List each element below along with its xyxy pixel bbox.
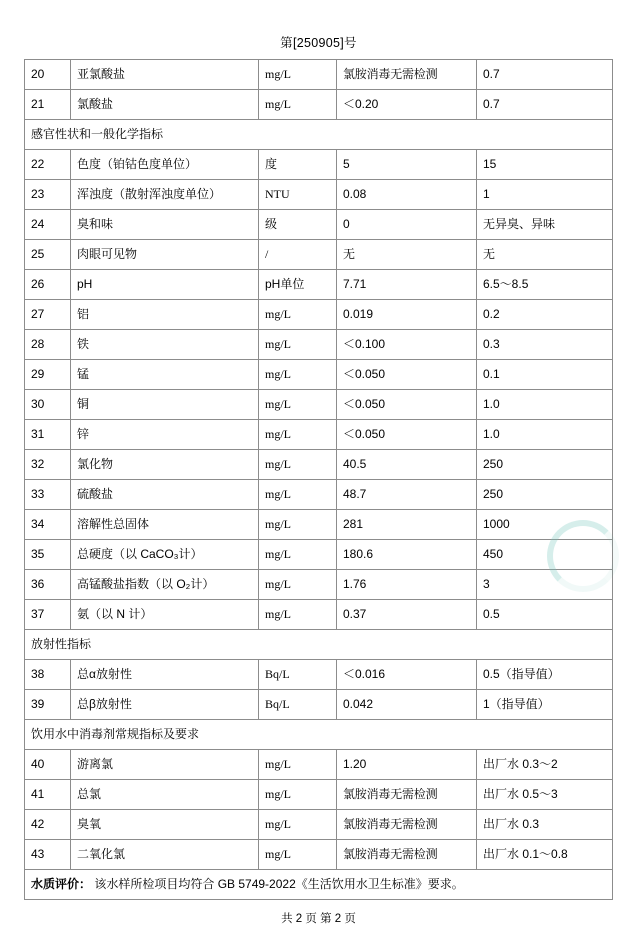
cell-item-name: 硫酸盐 — [71, 480, 259, 510]
cell-unit: mg/L — [259, 60, 337, 90]
cell-standard: 0.5 — [477, 600, 613, 630]
cell-index: 43 — [25, 840, 71, 870]
table-row — [25, 480, 613, 510]
cell-unit: mg/L — [259, 570, 337, 600]
page-footer: 共 2 页 第 2 页 — [281, 913, 356, 925]
cell-index: 33 — [25, 480, 71, 510]
section-title: 感官性状和一般化学指标 — [25, 120, 613, 150]
cell-standard: 无异臭、异味 — [477, 210, 613, 240]
cell-result: 7.71 — [337, 270, 477, 300]
cell-unit: mg/L — [259, 510, 337, 540]
cell-result: 0.37 — [337, 600, 477, 630]
cell-item-name: 高锰酸盐指数（以 O₂计） — [71, 570, 259, 600]
table-row — [25, 210, 613, 240]
cell-standard: 15 — [477, 150, 613, 180]
cell-index: 31 — [25, 420, 71, 450]
cell-standard: 无 — [477, 240, 613, 270]
table-row — [25, 390, 613, 420]
cell-standard: 450 — [477, 540, 613, 570]
cell-index: 28 — [25, 330, 71, 360]
table-row — [25, 660, 613, 690]
cell-result: 40.5 — [337, 450, 477, 480]
table-row — [25, 810, 613, 840]
cell-index: 25 — [25, 240, 71, 270]
cell-unit: 度 — [259, 150, 337, 180]
table-row — [25, 840, 613, 870]
cell-unit: 级 — [259, 210, 337, 240]
cell-unit: / — [259, 240, 337, 270]
table-row — [25, 420, 613, 450]
cell-standard: 1.0 — [477, 390, 613, 420]
table-row — [25, 690, 613, 720]
cell-index: 24 — [25, 210, 71, 240]
cell-standard: 0.7 — [477, 60, 613, 90]
cell-item-name: 总硬度（以 CaCO₃计） — [71, 540, 259, 570]
cell-index: 22 — [25, 150, 71, 180]
cell-result: ＜0.050 — [337, 420, 477, 450]
cell-index: 39 — [25, 690, 71, 720]
cell-item-name: 肉眼可见物 — [71, 240, 259, 270]
cell-unit: mg/L — [259, 450, 337, 480]
cell-standard: 250 — [477, 480, 613, 510]
table-row — [25, 450, 613, 480]
cell-unit: mg/L — [259, 480, 337, 510]
cell-result: ＜0.050 — [337, 390, 477, 420]
table-row — [25, 240, 613, 270]
table-section-row — [25, 720, 613, 750]
cell-item-name: 溶解性总固体 — [71, 510, 259, 540]
cell-item-name: 氯酸盐 — [71, 90, 259, 120]
cell-unit: pH单位 — [259, 270, 337, 300]
cell-index: 20 — [25, 60, 71, 90]
cell-standard: 0.1 — [477, 360, 613, 390]
cell-standard: 出厂水 0.5～3 — [477, 780, 613, 810]
section-title: 饮用水中消毒剂常规指标及要求 — [25, 720, 613, 750]
cell-result: 0.08 — [337, 180, 477, 210]
cell-unit: mg/L — [259, 390, 337, 420]
cell-result: ＜0.100 — [337, 330, 477, 360]
cell-standard: 1.0 — [477, 420, 613, 450]
cell-standard: 出厂水 0.3 — [477, 810, 613, 840]
cell-item-name: pH — [71, 270, 259, 300]
cell-unit: mg/L — [259, 780, 337, 810]
evaluation-label: 水质评价： — [31, 877, 92, 892]
table-row — [25, 600, 613, 630]
cell-standard: 1000 — [477, 510, 613, 540]
cell-index: 36 — [25, 570, 71, 600]
cell-standard: 出厂水 0.1～0.8 — [477, 840, 613, 870]
cell-index: 32 — [25, 450, 71, 480]
cell-result: 5 — [337, 150, 477, 180]
cell-standard: 0.2 — [477, 300, 613, 330]
table-section-row — [25, 120, 613, 150]
cell-item-name: 铝 — [71, 300, 259, 330]
cell-item-name: 臭氧 — [71, 810, 259, 840]
cell-item-name: 铁 — [71, 330, 259, 360]
cell-standard: 0.5（指导值） — [477, 660, 613, 690]
cell-unit: NTU — [259, 180, 337, 210]
evaluation-row — [25, 870, 613, 900]
table-row — [25, 270, 613, 300]
report-number: 第[250905]号 — [280, 36, 357, 50]
cell-index: 35 — [25, 540, 71, 570]
cell-index: 23 — [25, 180, 71, 210]
cell-result: 0 — [337, 210, 477, 240]
cell-result: 0.042 — [337, 690, 477, 720]
table-row — [25, 60, 613, 90]
cell-index: 41 — [25, 780, 71, 810]
table-row — [25, 510, 613, 540]
cell-item-name: 铜 — [71, 390, 259, 420]
cell-index: 27 — [25, 300, 71, 330]
cell-standard: 3 — [477, 570, 613, 600]
cell-unit: Bq/L — [259, 690, 337, 720]
cell-unit: mg/L — [259, 600, 337, 630]
cell-item-name: 氯化物 — [71, 450, 259, 480]
cell-index: 38 — [25, 660, 71, 690]
water-quality-table — [24, 59, 613, 900]
table-row — [25, 180, 613, 210]
cell-index: 21 — [25, 90, 71, 120]
cell-index: 37 — [25, 600, 71, 630]
cell-standard: 0.7 — [477, 90, 613, 120]
cell-item-name: 臭和味 — [71, 210, 259, 240]
cell-unit: mg/L — [259, 300, 337, 330]
cell-item-name: 浑浊度（散射浑浊度单位） — [71, 180, 259, 210]
cell-result: 氯胺消毒无需检测 — [337, 840, 477, 870]
cell-item-name: 总α放射性 — [71, 660, 259, 690]
table-row — [25, 150, 613, 180]
evaluation-text: 该水样所检项目均符合 GB 5749-2022《生活饮用水卫生标准》要求。 — [94, 877, 464, 892]
cell-item-name: 色度（铂钴色度单位） — [71, 150, 259, 180]
cell-result: 氯胺消毒无需检测 — [337, 60, 477, 90]
cell-standard: 0.3 — [477, 330, 613, 360]
cell-unit: mg/L — [259, 540, 337, 570]
cell-item-name: 游离氯 — [71, 750, 259, 780]
table-row — [25, 780, 613, 810]
cell-index: 34 — [25, 510, 71, 540]
cell-standard: 250 — [477, 450, 613, 480]
cell-result: ＜0.016 — [337, 660, 477, 690]
cell-unit: mg/L — [259, 840, 337, 870]
cell-result: 180.6 — [337, 540, 477, 570]
cell-standard: 1（指导值） — [477, 690, 613, 720]
cell-item-name: 总氯 — [71, 780, 259, 810]
cell-index: 40 — [25, 750, 71, 780]
cell-standard: 1 — [477, 180, 613, 210]
table-body — [25, 60, 613, 900]
cell-result: ＜0.050 — [337, 360, 477, 390]
table-section-row — [25, 630, 613, 660]
cell-standard: 6.5～8.5 — [477, 270, 613, 300]
cell-unit: mg/L — [259, 90, 337, 120]
cell-unit: mg/L — [259, 360, 337, 390]
evaluation-cell — [25, 870, 613, 900]
cell-index: 29 — [25, 360, 71, 390]
cell-result: 1.76 — [337, 570, 477, 600]
cell-item-name: 氨（以 N 计） — [71, 600, 259, 630]
cell-result: 0.019 — [337, 300, 477, 330]
cell-result: 无 — [337, 240, 477, 270]
table-row — [25, 300, 613, 330]
cell-standard: 出厂水 0.3～2 — [477, 750, 613, 780]
table-row — [25, 360, 613, 390]
cell-unit: mg/L — [259, 810, 337, 840]
cell-result: 氯胺消毒无需检测 — [337, 810, 477, 840]
table-row — [25, 90, 613, 120]
cell-result: ＜0.20 — [337, 90, 477, 120]
cell-result: 氯胺消毒无需检测 — [337, 780, 477, 810]
cell-item-name: 锌 — [71, 420, 259, 450]
cell-unit: Bq/L — [259, 660, 337, 690]
table-row — [25, 540, 613, 570]
cell-index: 26 — [25, 270, 71, 300]
cell-item-name: 总β放射性 — [71, 690, 259, 720]
cell-index: 30 — [25, 390, 71, 420]
cell-unit: mg/L — [259, 330, 337, 360]
table-row — [25, 330, 613, 360]
cell-result: 281 — [337, 510, 477, 540]
cell-item-name: 锰 — [71, 360, 259, 390]
cell-unit: mg/L — [259, 420, 337, 450]
cell-index: 42 — [25, 810, 71, 840]
cell-item-name: 二氧化氯 — [71, 840, 259, 870]
section-title: 放射性指标 — [25, 630, 613, 660]
table-row — [25, 750, 613, 780]
cell-result: 1.20 — [337, 750, 477, 780]
cell-item-name: 亚氯酸盐 — [71, 60, 259, 90]
cell-result: 48.7 — [337, 480, 477, 510]
cell-unit: mg/L — [259, 750, 337, 780]
table-row — [25, 570, 613, 600]
